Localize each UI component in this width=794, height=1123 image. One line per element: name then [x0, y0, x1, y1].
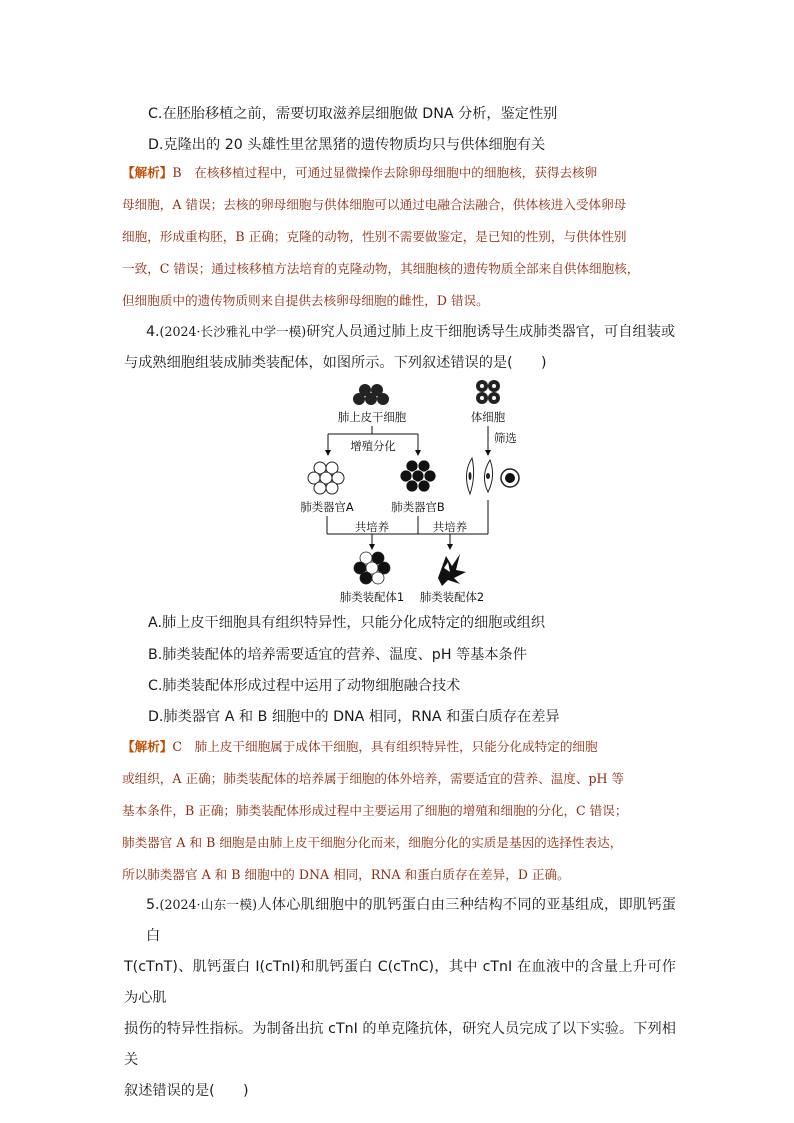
organoid-a-icon: [308, 462, 344, 494]
option-c: C.肺类装配体形成过程中运用了动物细胞融合技术: [148, 678, 461, 694]
analysis-line: 【解析】C 肺上皮干细胞属于成体干细胞，具有组织特异性，只能分化成特定的细胞: [122, 739, 598, 754]
analysis-line: 所以肺类器官 A 和 B 细胞中的 DNA 相同，RNA 和蛋白质存在差异，D 正确。: [122, 867, 570, 882]
question-line: 与成熟细胞组装成肺类装配体，如图所示。下列叙述错误的是( ): [124, 355, 547, 371]
assembly-1-icon: [354, 552, 390, 584]
analysis-tag: 【解析】: [122, 739, 173, 754]
option-c: C.在胚胎移植之前，需要切取滋养层细胞做 DNA 分析，鉴定性别: [148, 106, 558, 122]
mature-cells-icon: [466, 458, 519, 494]
option-b: B.肺类装配体的培养需要适宜的营养、温度、pH 等基本条件: [148, 647, 527, 663]
analysis-line: 一致，C 错误；通过核移植方法培育的克隆动物，其细胞核的遗传物质全部来自供体细胞核，: [122, 261, 640, 276]
option-d: D.克隆出的 20 头雄性里岔黑猪的遗传物质均只与供体细胞有关: [148, 137, 546, 153]
proliferate-label: 增殖分化: [350, 439, 396, 453]
organ-b-label: 肺类器官B: [391, 500, 445, 514]
arrow-icon: [325, 450, 331, 456]
assembly-2-icon: [438, 554, 466, 586]
analysis-line: 【解析】B 在核移植过程中，可通过显微操作去除卵母细胞中的细胞核，获得去核卵: [122, 165, 598, 180]
lung-stem-label: 肺上皮干细胞: [337, 410, 407, 424]
option-a: A.肺上皮干细胞具有组织特异性，只能分化成特定的细胞或组织: [148, 615, 546, 631]
analysis-q4: [122, 731, 674, 891]
body-cell-label: 体细胞: [470, 410, 506, 424]
coculture-label-2: 共培养: [432, 520, 468, 534]
option-d: D.肺类器官 A 和 B 细胞中的 DNA 相同，RNA 和蛋白质存在差异: [148, 709, 560, 725]
assembly-1-label: 肺类装配体1: [339, 590, 405, 604]
question-line: 叙述错误的是( ): [124, 1083, 249, 1099]
arrow-icon: [369, 544, 375, 550]
question-4-stem: 4.(2024·长沙雅礼中学一模)研究人员通过肺上皮干细胞诱导生成肺类器官，可自组装或 与成熟细胞组装成肺类装配体，如图所示。下列叙述错误的是( ): [124, 316, 676, 379]
question-5-stem: 5.(2024·山东一模)人体心肌细胞中的肌钙蛋白由三种结构不同的亚基组成，即肌钙蛋白 T(cTnT)、肌钙蛋白 I(cTnI)和肌钙蛋白 C(cTnC)，其中 cTnI 在血液中的含量上升可作为心肌 损伤的特异性指标。为制备出抗 cTnI 的单克隆抗体，研究人员完成了以下实验。下列相关 叙述错误的是( ): [124, 889, 676, 1107]
question-number: 5.: [146, 897, 160, 913]
coculture-label-1: 共培养: [354, 520, 390, 534]
lung-organoid-diagram: [290, 372, 530, 612]
organoid-b-icon: [400, 460, 436, 492]
assembly-2-label: 肺类装配体2: [419, 590, 485, 604]
screen-label: 筛选: [494, 431, 517, 445]
lung-stem-cells-icon: [353, 384, 389, 405]
question-source: (2024·山东一模): [159, 897, 258, 912]
analysis-line: 基本条件，B 正确；肺类装配体形成过程中主要运用了细胞的增殖和细胞的分化，C 错误；: [122, 803, 628, 818]
analysis-line: 肺类器官 A 和 B 细胞是由肺上皮干细胞分化而来，细胞分化的实质是基因的选择性表达，: [122, 835, 623, 850]
analysis-line: 母细胞，A 错误；去核的卵母细胞与供体细胞可以通过电融合法融合，供体核进入受体卵母: [122, 197, 627, 212]
arrow-icon: [415, 450, 421, 456]
analysis-q3: [122, 157, 674, 317]
body-cells-icon: [476, 380, 500, 404]
organ-a-label: 肺类器官A: [300, 500, 354, 514]
analysis-line: 或组织，A 正确；肺类装配体的培养属于细胞的体外培养，需要适宜的营养、温度、pH 等: [122, 771, 625, 786]
analysis-line: 细胞，形成重构胚，B 正确；克隆的动物，性别不需要做鉴定，是已知的性别，与供体性别: [122, 229, 627, 244]
question-number: 4.: [146, 324, 160, 340]
arrow-icon: [485, 450, 491, 456]
question-line: 损伤的特异性指标。为制备出抗 cTnI 的单克隆抗体，研究人员完成了以下实验。下列相关: [124, 1021, 676, 1068]
diagram-svg: [290, 372, 530, 612]
question-source: (2024·长沙雅礼中学一模): [159, 324, 307, 339]
analysis-tag: 【解析】: [122, 165, 173, 180]
arrow-icon: [447, 544, 453, 550]
analysis-line: 但细胞质中的遗传物质则来自提供去核卵母细胞的雌性，D 错误。: [122, 293, 489, 308]
question-line: T(cTnT)、肌钙蛋白 I(cTnI)和肌钙蛋白 C(cTnC)，其中 cTnI 在血液中的含量上升可作为心肌: [124, 959, 676, 1006]
